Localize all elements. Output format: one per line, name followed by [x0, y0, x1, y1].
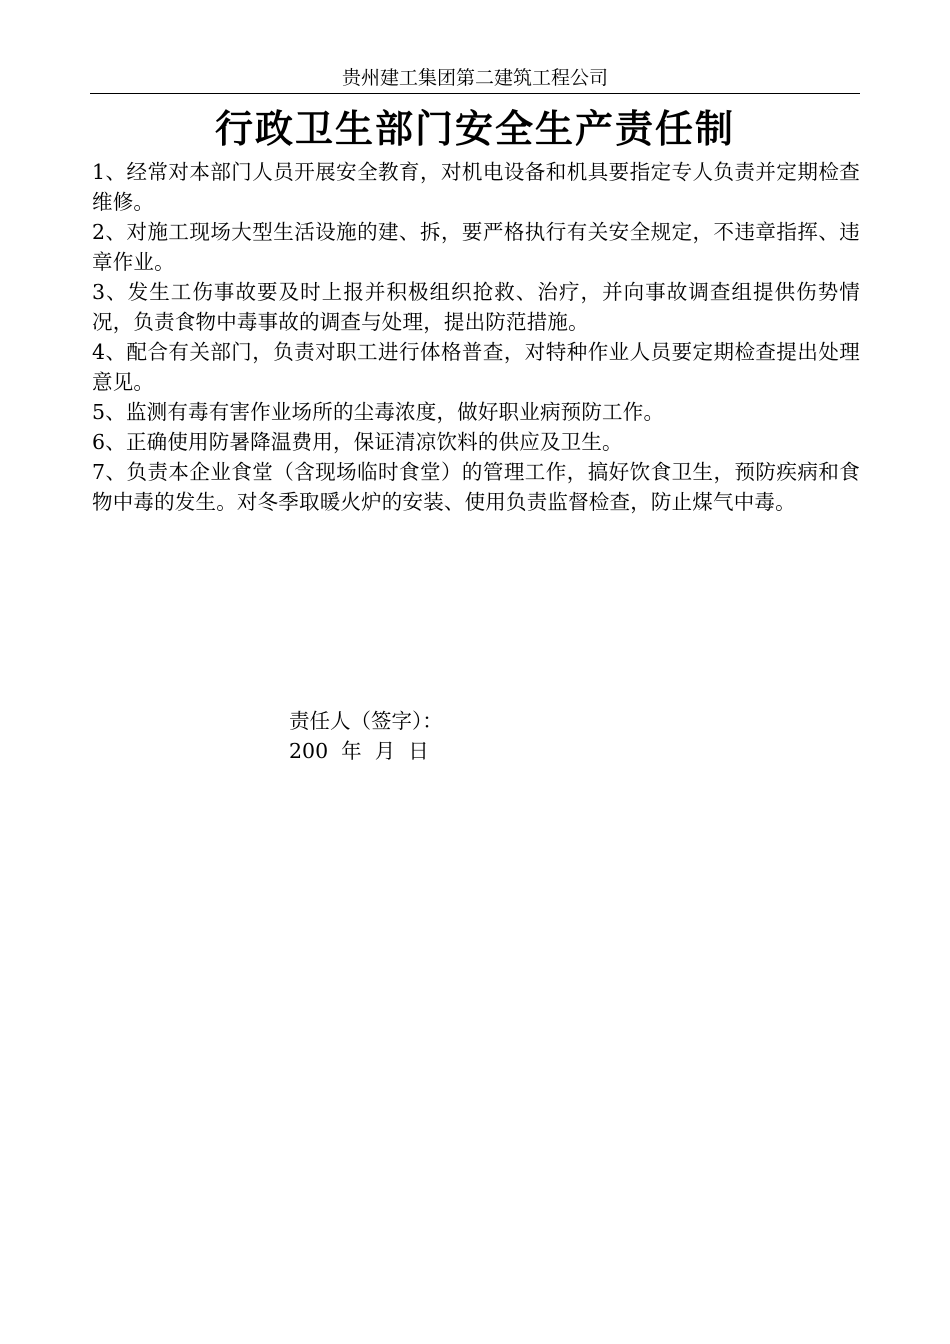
clause-item: 3、发生工伤事故要及时上报并积极组织抢救、治疗，并向事故调查组提供伤势情况，负责食物中毒事故的调查与处理，提出防范措施。: [92, 280, 860, 334]
clause-list: [92, 157, 860, 517]
signature-label: 责任人（签字）：: [289, 709, 443, 733]
clause-item: 4、配合有关部门，负责对职工进行体格普查，对特种作业人员要定期检查提出处理意见。: [92, 340, 860, 394]
clause-item: 2、对施工现场大型生活设施的建、拆，要严格执行有关安全规定，不违章指挥、违章作业。: [92, 220, 860, 274]
clause-item: 6、正确使用防暑降温费用，保证清凉饮料的供应及卫生。: [92, 430, 623, 454]
signature-date: 200 年 月 日: [289, 739, 429, 763]
clause-item: 7、负责本企业食堂（含现场临时食堂）的管理工作，搞好饮食卫生，预防疾病和食物中毒的发生。对冬季取暖火炉的安装、使用负责监督检查，防止煤气中毒。: [92, 460, 860, 514]
clause-item: 1、经常对本部门人员开展安全教育，对机电设备和机具要指定专人负责并定期检查维修。: [92, 160, 860, 214]
document-title: 行政卫生部门安全生产责任制: [214, 107, 735, 151]
header-divider: [90, 93, 860, 94]
company-header: 贵州建工集团第二建筑工程公司: [341, 67, 608, 89]
clause-item: 5、监测有毒有害作业场所的尘毒浓度，做好职业病预防工作。: [92, 400, 665, 424]
signature-block: [289, 706, 443, 766]
